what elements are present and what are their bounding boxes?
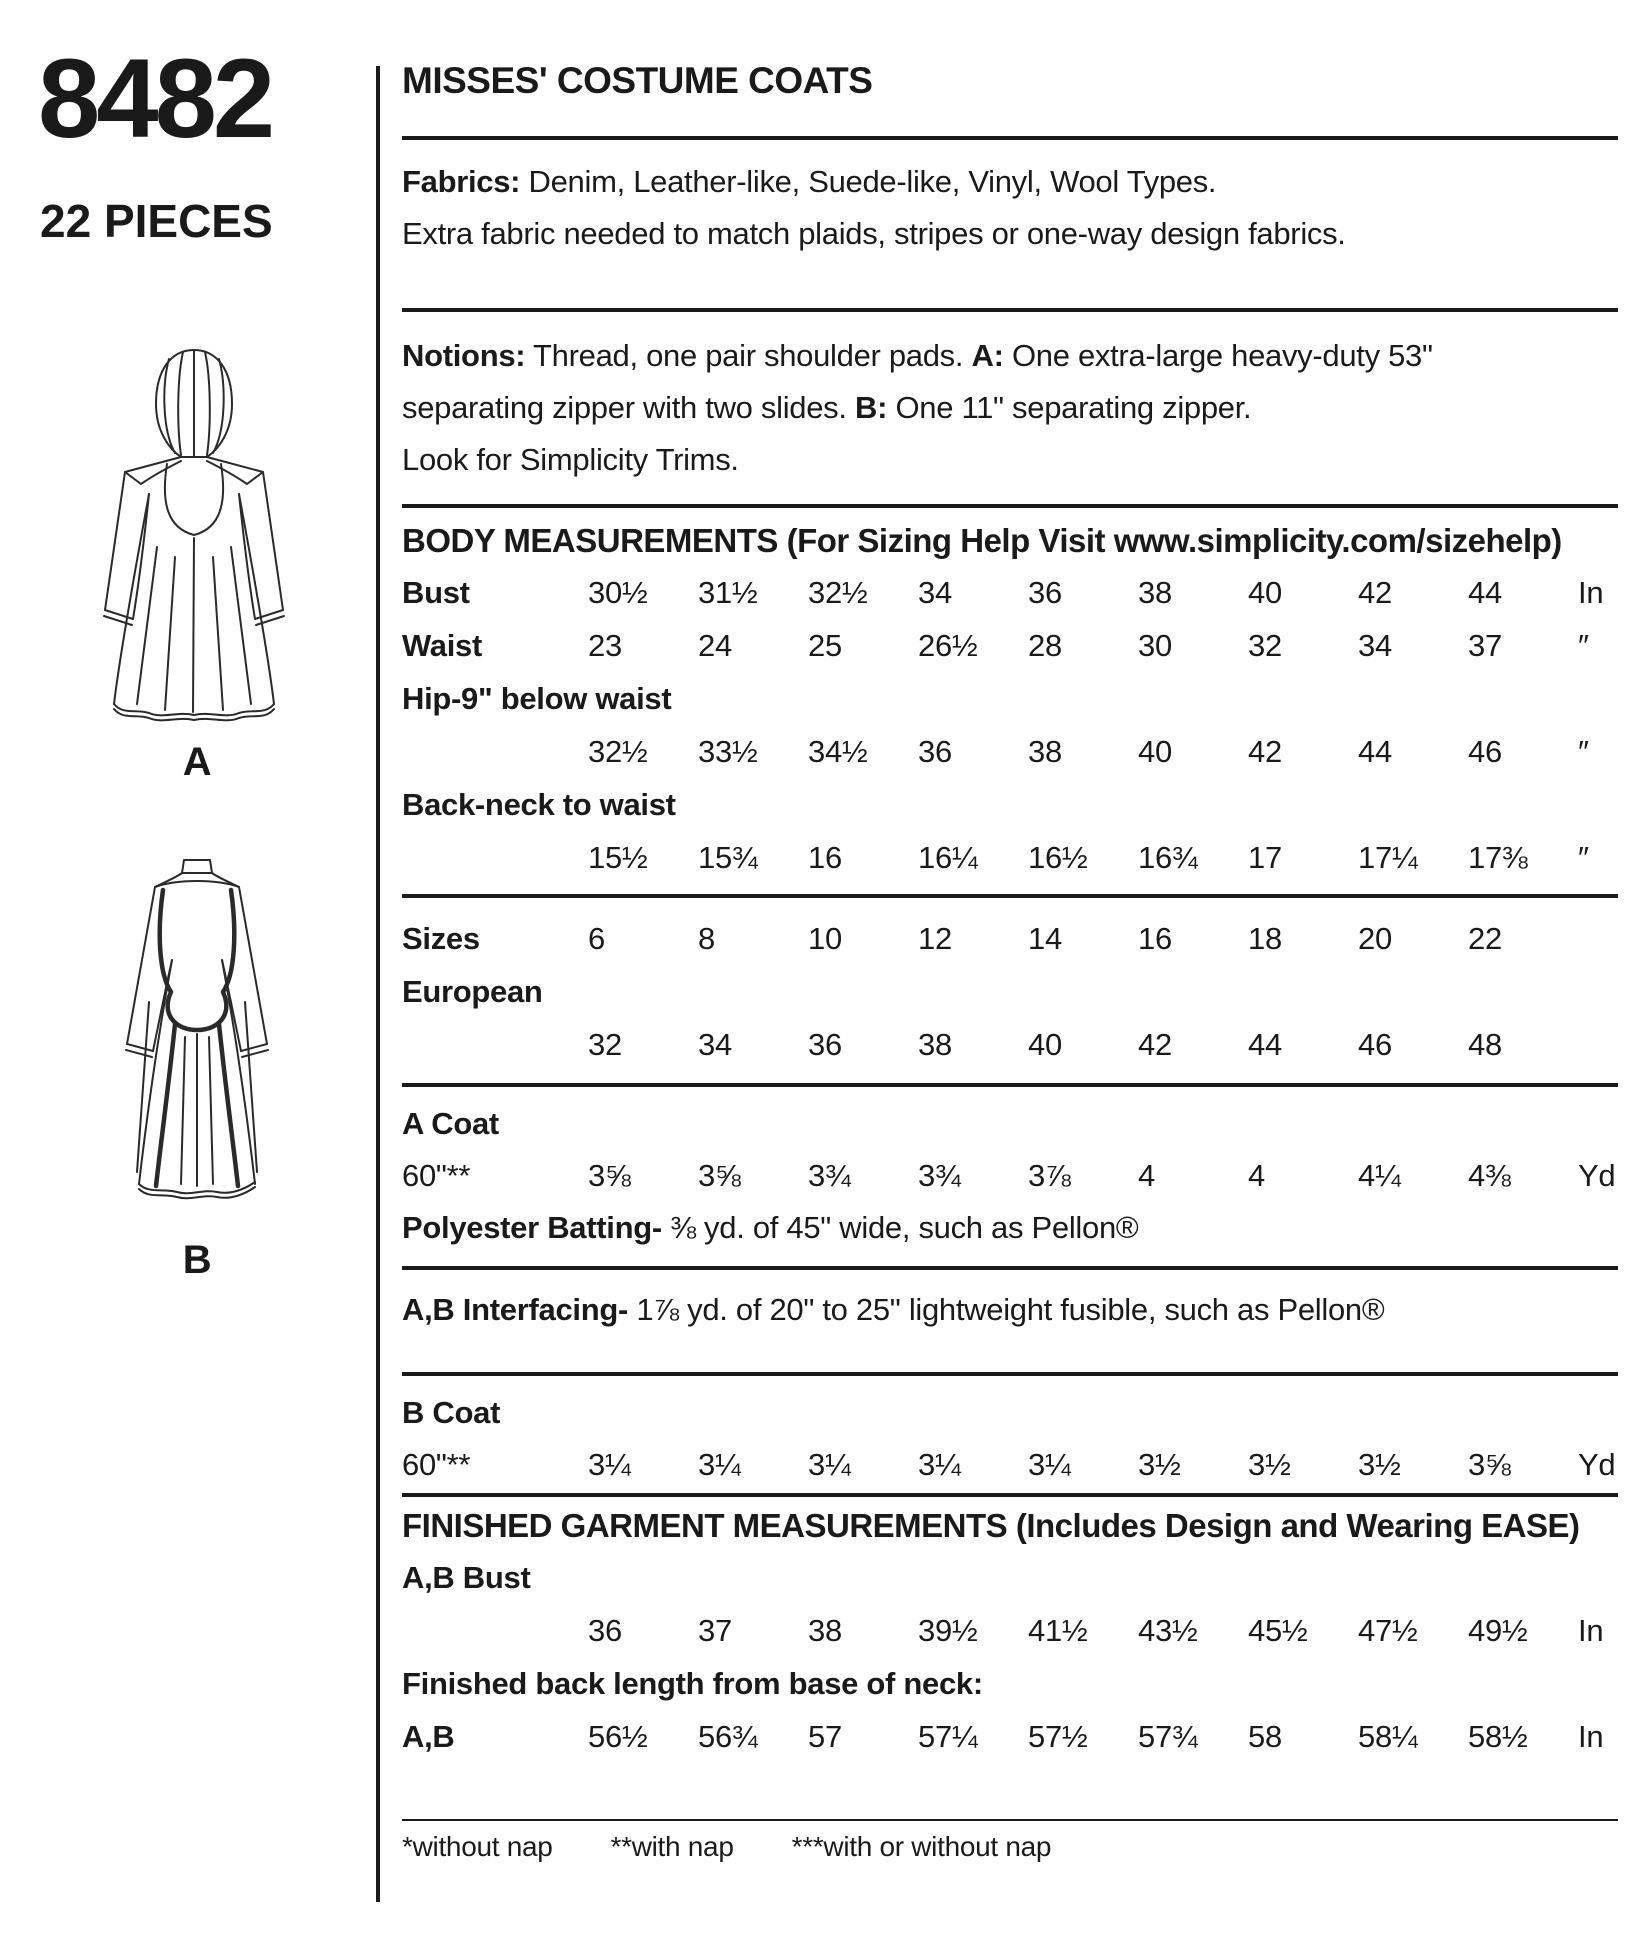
- size-value: 32: [1248, 627, 1282, 663]
- yardage-value: 3¾: [918, 1157, 961, 1193]
- size-value: 44: [1248, 1026, 1282, 1062]
- size-value: 38: [1028, 733, 1062, 769]
- size-value: 16½: [1028, 839, 1088, 875]
- notions-text: One 11" separating zipper.: [887, 390, 1252, 425]
- size-value: 16¼: [918, 839, 978, 875]
- notions-text: Thread, one pair shoulder pads.: [525, 338, 972, 373]
- coat-a-illustration: [97, 342, 297, 732]
- size-value: 32: [588, 1026, 622, 1062]
- batting-text: ⅜ yd. of 45" wide, such as Pellon®: [661, 1210, 1139, 1245]
- size-value: 26½: [918, 627, 978, 663]
- yardage-value: 4: [1138, 1157, 1155, 1193]
- notions-line2: Look for Simplicity Trims.: [402, 442, 739, 477]
- yardage-value: 3½: [1138, 1446, 1181, 1482]
- size-value: 24: [698, 627, 732, 663]
- rule: [402, 894, 1618, 898]
- table-row-european-values: [402, 1018, 1618, 1071]
- size-value: 23: [588, 627, 622, 663]
- size-value: 36: [1028, 574, 1062, 610]
- view-a-ref: A:: [971, 338, 1004, 373]
- size-value: 18: [1248, 920, 1282, 956]
- size-value: 41½: [1028, 1612, 1088, 1648]
- size-value: 38: [1138, 574, 1172, 610]
- rule: [402, 308, 1618, 312]
- yardage-value: 3¼: [918, 1446, 961, 1482]
- info-panel: [402, 0, 1618, 1867]
- size-value: 36: [588, 1612, 622, 1648]
- size-value: 31½: [698, 574, 758, 610]
- size-value: 40: [1028, 1026, 1062, 1062]
- table-row-hip-values: [402, 725, 1618, 778]
- size-value: 22: [1468, 920, 1502, 956]
- notions-text: One extra-large heavy-duty 53" separating zipper with two slides.: [402, 338, 1433, 425]
- size-value: 15½: [588, 839, 648, 875]
- yardage-value: 3⅝: [698, 1157, 741, 1193]
- size-value: 36: [918, 733, 952, 769]
- row-label: 60"**: [402, 1157, 471, 1193]
- size-value: 30: [1138, 627, 1172, 663]
- unit-label: In: [1578, 574, 1604, 610]
- interfacing-text: 1⅞ yd. of 20" to 25" lightweight fusible, such as Pellon®: [628, 1292, 1385, 1327]
- yardage-value: 3½: [1358, 1446, 1401, 1482]
- unit-label: In: [1578, 1612, 1604, 1648]
- size-value: 47½: [1358, 1612, 1418, 1648]
- yardage-value: 3⅝: [588, 1157, 631, 1193]
- table-row-ab-length: [402, 1710, 1618, 1763]
- pattern-number: 8482: [38, 36, 272, 161]
- yardage-value: 4¼: [1358, 1157, 1401, 1193]
- yardage-value: 4: [1248, 1157, 1265, 1193]
- unit-label: Yd: [1578, 1446, 1616, 1482]
- size-value: 44: [1468, 574, 1502, 610]
- yardage-value: 3½: [1248, 1446, 1291, 1482]
- size-value: 57¾: [1138, 1718, 1198, 1754]
- vertical-divider: [376, 66, 380, 1902]
- fabrics-text: Denim, Leather-like, Suede-like, Vinyl, Wool Types.: [520, 164, 1217, 199]
- row-label: Sizes: [402, 920, 480, 956]
- size-value: 34: [918, 574, 952, 610]
- batting-label: Polyester Batting-: [402, 1210, 662, 1245]
- size-value: 38: [918, 1026, 952, 1062]
- notions-paragraph: [402, 330, 1522, 434]
- rule: [402, 1266, 1618, 1270]
- body-measurements-heading: BODY MEASUREMENTS (For Sizing Help Visit www.simplicity.com/sizehelp): [402, 522, 1562, 559]
- size-value: 49½: [1468, 1612, 1528, 1648]
- size-value: 40: [1248, 574, 1282, 610]
- size-value: 10: [808, 920, 842, 956]
- rule: [402, 1493, 1618, 1497]
- table-row-backneck-values: [402, 831, 1618, 884]
- table-row-ab-bust-values: [402, 1604, 1618, 1657]
- size-value: 40: [1138, 733, 1172, 769]
- row-label: Waist: [402, 627, 483, 663]
- notions-label: Notions:: [402, 338, 526, 373]
- finished-measurements-heading: FINISHED GARMENT MEASUREMENTS (Includes Design and Wearing EASE): [402, 1507, 1580, 1544]
- row-label: 60"**: [402, 1446, 471, 1482]
- yardage-value: 3⅝: [1468, 1446, 1511, 1482]
- size-value: 58¼: [1358, 1718, 1418, 1754]
- size-value: 38: [808, 1612, 842, 1648]
- size-value: 17¼: [1358, 839, 1418, 875]
- size-value: 44: [1358, 733, 1392, 769]
- size-value: 16: [808, 839, 842, 875]
- fabrics-line2: Extra fabric needed to match plaids, stripes or one-way design fabrics.: [402, 216, 1346, 251]
- b-coat-heading: B Coat: [402, 1395, 501, 1430]
- size-value: 34: [698, 1026, 732, 1062]
- size-value: 8: [698, 920, 715, 956]
- table-row-backneck-label: Back-neck to waist: [402, 786, 676, 822]
- fabrics-line1: [402, 156, 1618, 208]
- yardage-value: 3¼: [1028, 1446, 1071, 1482]
- size-value: 34: [1358, 627, 1392, 663]
- table-row-waist: [402, 619, 1618, 672]
- size-value: 56½: [588, 1718, 648, 1754]
- table-row-a-coat-60: [402, 1149, 1618, 1202]
- size-value: 42: [1248, 733, 1282, 769]
- view-a-label: A: [182, 740, 212, 784]
- size-value: 37: [1468, 627, 1502, 663]
- rule: [402, 136, 1618, 140]
- size-value: 32½: [588, 733, 648, 769]
- a-coat-heading: A Coat: [402, 1106, 499, 1141]
- size-value: 36: [808, 1026, 842, 1062]
- unit-label: ″: [1578, 733, 1589, 769]
- size-value: 58½: [1468, 1718, 1528, 1754]
- size-value: 16¾: [1138, 839, 1198, 875]
- yardage-value: 3⅞: [1028, 1157, 1071, 1193]
- footnote-without-nap: *without nap: [402, 1831, 553, 1862]
- table-row-european-label: European: [402, 973, 543, 1009]
- view-b-ref: B:: [855, 390, 888, 425]
- size-value: 16: [1138, 920, 1172, 956]
- size-value: 46: [1358, 1026, 1392, 1062]
- rule: [402, 1372, 1618, 1376]
- interfacing-note: [402, 1284, 1542, 1336]
- size-value: 43½: [1138, 1612, 1198, 1648]
- yardage-value: 3¼: [808, 1446, 851, 1482]
- row-label: A,B: [402, 1718, 455, 1754]
- size-value: 33½: [698, 733, 758, 769]
- row-label: Bust: [402, 574, 470, 610]
- size-value: 45½: [1248, 1612, 1308, 1648]
- yardage-value: 3¼: [588, 1446, 631, 1482]
- size-value: 57½: [1028, 1718, 1088, 1754]
- rule: [402, 1083, 1618, 1087]
- batting-note: [402, 1202, 1618, 1254]
- table-row-b-coat-60: [402, 1438, 1618, 1491]
- size-value: 20: [1358, 920, 1392, 956]
- table-row-ab-bust-label: A,B Bust: [402, 1559, 531, 1595]
- size-value: 42: [1358, 574, 1392, 610]
- piece-count: 22 PIECES: [40, 195, 273, 247]
- size-value: 25: [808, 627, 842, 663]
- rule: [402, 1819, 1618, 1821]
- size-value: 28: [1028, 627, 1062, 663]
- size-value: 56¾: [698, 1718, 758, 1754]
- footnote-with-nap: **with nap: [610, 1831, 734, 1862]
- size-value: 12: [918, 920, 952, 956]
- table-row-hip-label: Hip-9" below waist: [402, 680, 672, 716]
- size-value: 30½: [588, 574, 648, 610]
- unit-label: Yd: [1578, 1157, 1616, 1193]
- yardage-value: 4⅜: [1468, 1157, 1511, 1193]
- unit-label: ″: [1578, 839, 1589, 875]
- size-value: 17: [1248, 839, 1282, 875]
- size-value: 34½: [808, 733, 868, 769]
- interfacing-label: A,B Interfacing-: [402, 1292, 628, 1327]
- size-value: 57: [808, 1718, 842, 1754]
- table-row-bust: [402, 566, 1618, 619]
- coat-b-illustration: [97, 852, 297, 1202]
- yardage-value: 3¼: [698, 1446, 741, 1482]
- size-value: 46: [1468, 733, 1502, 769]
- yardage-value: 3¾: [808, 1157, 851, 1193]
- nap-footnotes: [402, 1827, 1618, 1867]
- size-value: 42: [1138, 1026, 1172, 1062]
- unit-label: ″: [1578, 627, 1589, 663]
- size-value: 37: [698, 1612, 732, 1648]
- size-value: 15¾: [698, 839, 758, 875]
- view-b-label: B: [182, 1238, 212, 1282]
- size-value: 57¼: [918, 1718, 978, 1754]
- fabrics-label: Fabrics:: [402, 164, 521, 199]
- size-value: 39½: [918, 1612, 978, 1648]
- size-value: 58: [1248, 1718, 1282, 1754]
- back-length-heading: Finished back length from base of neck:: [402, 1665, 983, 1701]
- rule: [402, 504, 1618, 508]
- size-value: 17⅜: [1468, 839, 1528, 875]
- unit-label: In: [1578, 1718, 1604, 1754]
- size-value: 14: [1028, 920, 1062, 956]
- page-title: MISSES' COSTUME COATS: [402, 60, 873, 101]
- size-value: 48: [1468, 1026, 1502, 1062]
- footnote-with-or-without-nap: ***with or without nap: [791, 1831, 1052, 1862]
- table-row-sizes: [402, 912, 1618, 965]
- size-value: 6: [588, 920, 605, 956]
- size-value: 32½: [808, 574, 868, 610]
